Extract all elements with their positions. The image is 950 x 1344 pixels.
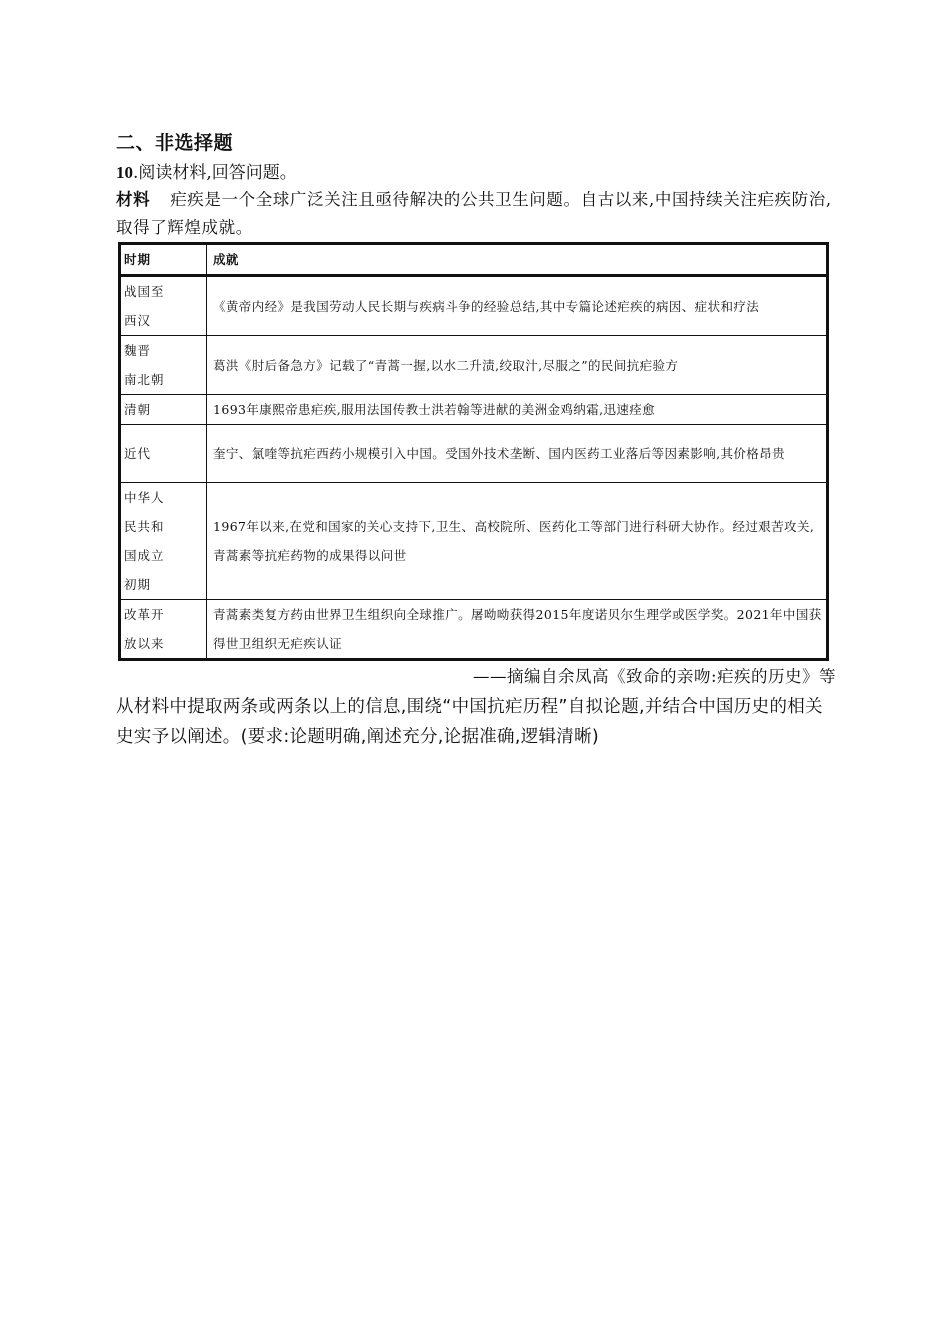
source-citation: ——摘编自余凤高《致命的亲吻:疟疾的历史》等	[472, 667, 836, 686]
table-row	[120, 276, 828, 336]
row-period: 改革开 放以来	[120, 600, 207, 660]
row-achievement: 葛洪《肘后备急方》记载了“青蒿一握,以水二升渍,绞取汁,尽服之”的民间抗疟验方	[207, 336, 828, 395]
row-achievement: 奎宁、氯喹等抗疟西药小规模引入中国。受国外技术垄断、国内医药工业落后等因素影响,其价格昂贵	[207, 425, 828, 483]
row-achievement: 青蒿素类复方药由世界卫生组织向全球推广。屠呦呦获得2015年度诺贝尔生理学或医学奖。2021年中国获得世卫组织无疟疾认证	[207, 600, 828, 660]
achievement-table	[118, 242, 829, 661]
row-period: 近代	[120, 425, 207, 483]
row-period: 战国至 西汉	[120, 276, 207, 336]
table-header-row	[120, 244, 828, 276]
question-prompt: .阅读材料,回答问题。	[133, 163, 297, 183]
question-number: 10	[116, 163, 133, 182]
header-achievement: 成就	[207, 244, 828, 276]
row-achievement: 1967年以来,在党和国家的关心支持下,卫生、高校院所、医药化工等部门进行科研大协作。经过艰苦攻关,青蒿素等抗疟药物的成果得以问世	[207, 483, 828, 600]
table-row	[120, 600, 828, 660]
header-period: 时期	[120, 244, 207, 276]
row-period: 清朝	[120, 395, 207, 425]
table-row	[120, 395, 828, 425]
row-period: 魏晋 南北朝	[120, 336, 207, 395]
material-text: 疟疾是一个全球广泛关注且亟待解决的公共卫生问题。自古以来,中国持续关注疟疾防治,取得了辉煌成就。	[116, 190, 832, 237]
material-paragraph	[116, 186, 836, 242]
material-label: 材料	[116, 190, 151, 209]
task-instructions: 从材料中提取两条或两条以上的信息,围绕“中国抗疟历程”自拟论题,并结合中国历史的相关史实予以阐述。(要求:论题明确,阐述充分,论据准确,逻辑清晰)	[116, 697, 823, 747]
question-line	[116, 158, 297, 183]
table-row	[120, 483, 828, 600]
row-achievement: 1693年康熙帝患疟疾,服用法国传教士洪若翰等进献的美洲金鸡纳霜,迅速痊愈	[207, 395, 828, 425]
table-row	[120, 425, 828, 483]
row-achievement: 《黄帝内经》是我国劳动人民长期与疾病斗争的经验总结,其中专篇论述疟疾的病因、症状和疗法	[207, 276, 828, 336]
table-row	[120, 336, 828, 395]
section-title: 二、非选择题	[116, 132, 234, 154]
row-period: 中华人 民共和 国成立 初期	[120, 483, 207, 600]
